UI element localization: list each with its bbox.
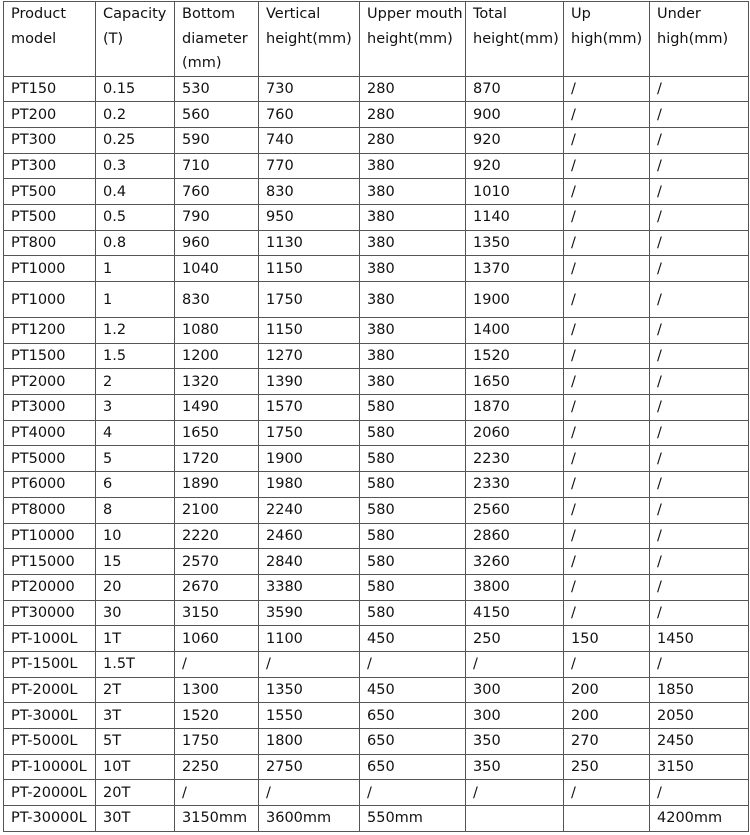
cell-capacity: 0.5: [96, 204, 175, 230]
table-row: [4, 446, 749, 472]
cell-bottom-diameter: 3150mm: [175, 806, 259, 832]
cell-under-high: /: [650, 395, 749, 421]
cell-up-high: /: [564, 420, 650, 446]
cell-vertical-height: 1390: [259, 369, 360, 395]
cell-up-high: /: [564, 204, 650, 230]
cell-product-model: PT5000: [4, 446, 96, 472]
cell-product-model: PT-2000L: [4, 677, 96, 703]
table-row: [4, 703, 749, 729]
table-row: [4, 549, 749, 575]
cell-upper-mouth-height: 580: [360, 497, 466, 523]
table-body: [4, 76, 749, 831]
table-row: [4, 574, 749, 600]
cell-up-high: /: [564, 523, 650, 549]
cell-vertical-height: 2460: [259, 523, 360, 549]
cell-capacity: 20T: [96, 780, 175, 806]
cell-total-height: 350: [466, 729, 564, 755]
table-row: [4, 369, 749, 395]
cell-vertical-height: 1150: [259, 256, 360, 282]
cell-capacity: 1T: [96, 626, 175, 652]
cell-bottom-diameter: 830: [175, 282, 259, 318]
cell-bottom-diameter: 2570: [175, 549, 259, 575]
cell-under-high: 4200mm: [650, 806, 749, 832]
table-row: [4, 600, 749, 626]
cell-capacity: 10T: [96, 754, 175, 780]
cell-total-height: /: [466, 780, 564, 806]
cell-up-high: /: [564, 127, 650, 153]
cell-total-height: 2860: [466, 523, 564, 549]
cell-under-high: /: [650, 282, 749, 318]
cell-total-height: 4150: [466, 600, 564, 626]
cell-total-height: 1520: [466, 343, 564, 369]
cell-under-high: /: [650, 204, 749, 230]
cell-upper-mouth-height: 650: [360, 754, 466, 780]
cell-under-high: /: [650, 420, 749, 446]
cell-bottom-diameter: /: [175, 651, 259, 677]
cell-up-high: /: [564, 102, 650, 128]
cell-capacity: 3T: [96, 703, 175, 729]
cell-under-high: /: [650, 497, 749, 523]
cell-bottom-diameter: 2250: [175, 754, 259, 780]
cell-vertical-height: 3600mm: [259, 806, 360, 832]
table-row: [4, 102, 749, 128]
cell-under-high: /: [650, 780, 749, 806]
cell-capacity: 2: [96, 369, 175, 395]
table-row: [4, 626, 749, 652]
cell-product-model: PT200: [4, 102, 96, 128]
cell-vertical-height: 3380: [259, 574, 360, 600]
cell-bottom-diameter: 1040: [175, 256, 259, 282]
cell-total-height: 870: [466, 76, 564, 102]
cell-upper-mouth-height: 280: [360, 102, 466, 128]
cell-total-height: 250: [466, 626, 564, 652]
table-row: [4, 472, 749, 498]
cell-product-model: PT1200: [4, 318, 96, 344]
cell-capacity: 0.8: [96, 230, 175, 256]
cell-capacity: 30: [96, 600, 175, 626]
column-header-product-model: Product model: [4, 2, 96, 77]
cell-product-model: PT4000: [4, 420, 96, 446]
cell-total-height: 300: [466, 703, 564, 729]
cell-capacity: 8: [96, 497, 175, 523]
table-header-row: [4, 2, 749, 77]
cell-vertical-height: 1980: [259, 472, 360, 498]
cell-product-model: PT6000: [4, 472, 96, 498]
cell-up-high: /: [564, 153, 650, 179]
cell-product-model: PT300: [4, 153, 96, 179]
table-row: [4, 230, 749, 256]
cell-capacity: 1.5T: [96, 651, 175, 677]
column-header-under-high: Under high(mm): [650, 2, 749, 77]
cell-under-high: 2050: [650, 703, 749, 729]
cell-product-model: PT20000: [4, 574, 96, 600]
cell-product-model: PT-10000L: [4, 754, 96, 780]
cell-vertical-height: 1570: [259, 395, 360, 421]
cell-upper-mouth-height: 550mm: [360, 806, 466, 832]
column-header-up-high: Up high(mm): [564, 2, 650, 77]
cell-vertical-height: 1900: [259, 446, 360, 472]
cell-product-model: PT1000: [4, 282, 96, 318]
cell-upper-mouth-height: 380: [360, 153, 466, 179]
cell-up-high: [564, 806, 650, 832]
cell-product-model: PT-20000L: [4, 780, 96, 806]
table-row: [4, 780, 749, 806]
cell-bottom-diameter: 2100: [175, 497, 259, 523]
cell-vertical-height: 2750: [259, 754, 360, 780]
cell-up-high: /: [564, 446, 650, 472]
cell-product-model: PT-1500L: [4, 651, 96, 677]
cell-total-height: 2560: [466, 497, 564, 523]
cell-under-high: 1850: [650, 677, 749, 703]
cell-up-high: /: [564, 230, 650, 256]
cell-vertical-height: 950: [259, 204, 360, 230]
cell-capacity: 0.2: [96, 102, 175, 128]
cell-capacity: 1: [96, 256, 175, 282]
cell-vertical-height: 1100: [259, 626, 360, 652]
cell-total-height: /: [466, 651, 564, 677]
cell-capacity: 1: [96, 282, 175, 318]
cell-capacity: 5: [96, 446, 175, 472]
cell-bottom-diameter: 560: [175, 102, 259, 128]
cell-vertical-height: 1350: [259, 677, 360, 703]
cell-upper-mouth-height: 380: [360, 230, 466, 256]
cell-upper-mouth-height: 380: [360, 256, 466, 282]
cell-vertical-height: 2840: [259, 549, 360, 575]
cell-upper-mouth-height: 280: [360, 127, 466, 153]
cell-vertical-height: 830: [259, 179, 360, 205]
cell-under-high: /: [650, 549, 749, 575]
cell-up-high: /: [564, 179, 650, 205]
table-row: [4, 318, 749, 344]
cell-under-high: /: [650, 523, 749, 549]
cell-total-height: 3260: [466, 549, 564, 575]
cell-up-high: 250: [564, 754, 650, 780]
cell-product-model: PT150: [4, 76, 96, 102]
cell-upper-mouth-height: 380: [360, 179, 466, 205]
cell-under-high: /: [650, 369, 749, 395]
cell-up-high: /: [564, 282, 650, 318]
cell-upper-mouth-height: /: [360, 651, 466, 677]
cell-upper-mouth-height: 380: [360, 204, 466, 230]
table-row: [4, 523, 749, 549]
cell-product-model: PT500: [4, 179, 96, 205]
cell-bottom-diameter: /: [175, 780, 259, 806]
table-row: [4, 806, 749, 832]
cell-total-height: [466, 806, 564, 832]
cell-upper-mouth-height: 580: [360, 549, 466, 575]
column-header-total-height: Total height(mm): [466, 2, 564, 77]
cell-vertical-height: 3590: [259, 600, 360, 626]
cell-total-height: 2330: [466, 472, 564, 498]
cell-under-high: /: [650, 651, 749, 677]
cell-capacity: 3: [96, 395, 175, 421]
cell-up-high: /: [564, 574, 650, 600]
cell-bottom-diameter: 2670: [175, 574, 259, 600]
cell-total-height: 2060: [466, 420, 564, 446]
cell-product-model: PT1000: [4, 256, 96, 282]
cell-under-high: /: [650, 446, 749, 472]
cell-bottom-diameter: 1890: [175, 472, 259, 498]
cell-up-high: /: [564, 600, 650, 626]
cell-product-model: PT-1000L: [4, 626, 96, 652]
cell-upper-mouth-height: 380: [360, 343, 466, 369]
cell-up-high: /: [564, 651, 650, 677]
cell-upper-mouth-height: 580: [360, 574, 466, 600]
table-row: [4, 153, 749, 179]
cell-vertical-height: 740: [259, 127, 360, 153]
cell-vertical-height: 770: [259, 153, 360, 179]
cell-total-height: 3800: [466, 574, 564, 600]
table-row: [4, 127, 749, 153]
cell-total-height: 900: [466, 102, 564, 128]
cell-vertical-height: /: [259, 651, 360, 677]
cell-under-high: /: [650, 318, 749, 344]
cell-vertical-height: 730: [259, 76, 360, 102]
cell-under-high: 1450: [650, 626, 749, 652]
cell-capacity: 0.4: [96, 179, 175, 205]
cell-upper-mouth-height: /: [360, 780, 466, 806]
cell-up-high: 200: [564, 703, 650, 729]
table-row: [4, 729, 749, 755]
cell-product-model: PT15000: [4, 549, 96, 575]
table-row: [4, 204, 749, 230]
cell-total-height: 2230: [466, 446, 564, 472]
cell-bottom-diameter: 530: [175, 76, 259, 102]
cell-under-high: /: [650, 472, 749, 498]
cell-under-high: /: [650, 230, 749, 256]
cell-vertical-height: 1750: [259, 282, 360, 318]
cell-capacity: 5T: [96, 729, 175, 755]
cell-vertical-height: 2240: [259, 497, 360, 523]
table-row: [4, 395, 749, 421]
cell-capacity: 0.3: [96, 153, 175, 179]
table-row: [4, 282, 749, 318]
cell-upper-mouth-height: 380: [360, 318, 466, 344]
table-row: [4, 651, 749, 677]
cell-bottom-diameter: 2220: [175, 523, 259, 549]
cell-vertical-height: 1130: [259, 230, 360, 256]
cell-under-high: /: [650, 76, 749, 102]
cell-up-high: 270: [564, 729, 650, 755]
cell-upper-mouth-height: 380: [360, 282, 466, 318]
cell-capacity: 20: [96, 574, 175, 600]
cell-under-high: /: [650, 574, 749, 600]
cell-under-high: 3150: [650, 754, 749, 780]
cell-upper-mouth-height: 580: [360, 420, 466, 446]
cell-upper-mouth-height: 580: [360, 600, 466, 626]
cell-bottom-diameter: 3150: [175, 600, 259, 626]
cell-capacity: 1.5: [96, 343, 175, 369]
column-header-vertical-height: Vertical height(mm): [259, 2, 360, 77]
cell-total-height: 350: [466, 754, 564, 780]
cell-under-high: /: [650, 600, 749, 626]
cell-bottom-diameter: 960: [175, 230, 259, 256]
cell-capacity: 1.2: [96, 318, 175, 344]
cell-upper-mouth-height: 380: [360, 369, 466, 395]
cell-total-height: 920: [466, 153, 564, 179]
cell-vertical-height: /: [259, 780, 360, 806]
cell-under-high: /: [650, 256, 749, 282]
cell-up-high: /: [564, 256, 650, 282]
cell-product-model: PT30000: [4, 600, 96, 626]
cell-bottom-diameter: 1080: [175, 318, 259, 344]
cell-product-model: PT-3000L: [4, 703, 96, 729]
column-header-bottom-diameter: Bottom diameter (mm): [175, 2, 259, 77]
cell-upper-mouth-height: 280: [360, 76, 466, 102]
cell-product-model: PT800: [4, 230, 96, 256]
column-header-upper-mouth-height: Upper mouth height(mm): [360, 2, 466, 77]
cell-bottom-diameter: 1200: [175, 343, 259, 369]
cell-vertical-height: 760: [259, 102, 360, 128]
cell-under-high: /: [650, 153, 749, 179]
cell-product-model: PT300: [4, 127, 96, 153]
cell-capacity: 4: [96, 420, 175, 446]
cell-product-model: PT-30000L: [4, 806, 96, 832]
cell-under-high: /: [650, 127, 749, 153]
cell-capacity: 6: [96, 472, 175, 498]
cell-bottom-diameter: 1060: [175, 626, 259, 652]
cell-up-high: /: [564, 780, 650, 806]
cell-bottom-diameter: 760: [175, 179, 259, 205]
cell-upper-mouth-height: 650: [360, 729, 466, 755]
cell-vertical-height: 1550: [259, 703, 360, 729]
cell-capacity: 0.15: [96, 76, 175, 102]
cell-bottom-diameter: 790: [175, 204, 259, 230]
cell-capacity: 0.25: [96, 127, 175, 153]
cell-capacity: 2T: [96, 677, 175, 703]
cell-product-model: PT500: [4, 204, 96, 230]
cell-bottom-diameter: 1300: [175, 677, 259, 703]
table-row: [4, 179, 749, 205]
cell-total-height: 1370: [466, 256, 564, 282]
cell-product-model: PT10000: [4, 523, 96, 549]
cell-total-height: 1650: [466, 369, 564, 395]
cell-bottom-diameter: 1750: [175, 729, 259, 755]
cell-capacity: 10: [96, 523, 175, 549]
cell-up-high: /: [564, 497, 650, 523]
cell-bottom-diameter: 1650: [175, 420, 259, 446]
cell-vertical-height: 1750: [259, 420, 360, 446]
cell-up-high: /: [564, 369, 650, 395]
table-row: [4, 420, 749, 446]
cell-upper-mouth-height: 450: [360, 677, 466, 703]
cell-capacity: 30T: [96, 806, 175, 832]
cell-upper-mouth-height: 580: [360, 523, 466, 549]
cell-upper-mouth-height: 580: [360, 395, 466, 421]
cell-vertical-height: 1800: [259, 729, 360, 755]
cell-product-model: PT8000: [4, 497, 96, 523]
cell-bottom-diameter: 1490: [175, 395, 259, 421]
cell-up-high: 200: [564, 677, 650, 703]
table-row: [4, 754, 749, 780]
cell-up-high: 150: [564, 626, 650, 652]
cell-total-height: 1010: [466, 179, 564, 205]
cell-product-model: PT3000: [4, 395, 96, 421]
cell-bottom-diameter: 590: [175, 127, 259, 153]
cell-total-height: 1870: [466, 395, 564, 421]
cell-under-high: 2450: [650, 729, 749, 755]
cell-total-height: 1400: [466, 318, 564, 344]
cell-bottom-diameter: 710: [175, 153, 259, 179]
cell-bottom-diameter: 1520: [175, 703, 259, 729]
cell-total-height: 1900: [466, 282, 564, 318]
column-header-capacity: Capacity (T): [96, 2, 175, 77]
cell-vertical-height: 1270: [259, 343, 360, 369]
cell-bottom-diameter: 1320: [175, 369, 259, 395]
cell-up-high: /: [564, 318, 650, 344]
cell-under-high: /: [650, 102, 749, 128]
cell-total-height: 1350: [466, 230, 564, 256]
cell-up-high: /: [564, 549, 650, 575]
table-row: [4, 497, 749, 523]
cell-up-high: /: [564, 472, 650, 498]
cell-product-model: PT-5000L: [4, 729, 96, 755]
cell-total-height: 300: [466, 677, 564, 703]
table-row: [4, 343, 749, 369]
table-row: [4, 677, 749, 703]
cell-upper-mouth-height: 450: [360, 626, 466, 652]
table-row: [4, 256, 749, 282]
cell-product-model: PT2000: [4, 369, 96, 395]
cell-up-high: /: [564, 76, 650, 102]
cell-product-model: PT1500: [4, 343, 96, 369]
cell-total-height: 920: [466, 127, 564, 153]
product-spec-table: [3, 1, 749, 832]
cell-total-height: 1140: [466, 204, 564, 230]
cell-under-high: /: [650, 343, 749, 369]
cell-upper-mouth-height: 580: [360, 472, 466, 498]
cell-capacity: 15: [96, 549, 175, 575]
cell-up-high: /: [564, 395, 650, 421]
cell-bottom-diameter: 1720: [175, 446, 259, 472]
cell-upper-mouth-height: 650: [360, 703, 466, 729]
cell-under-high: /: [650, 179, 749, 205]
cell-vertical-height: 1150: [259, 318, 360, 344]
table-row: [4, 76, 749, 102]
cell-up-high: /: [564, 343, 650, 369]
cell-upper-mouth-height: 580: [360, 446, 466, 472]
